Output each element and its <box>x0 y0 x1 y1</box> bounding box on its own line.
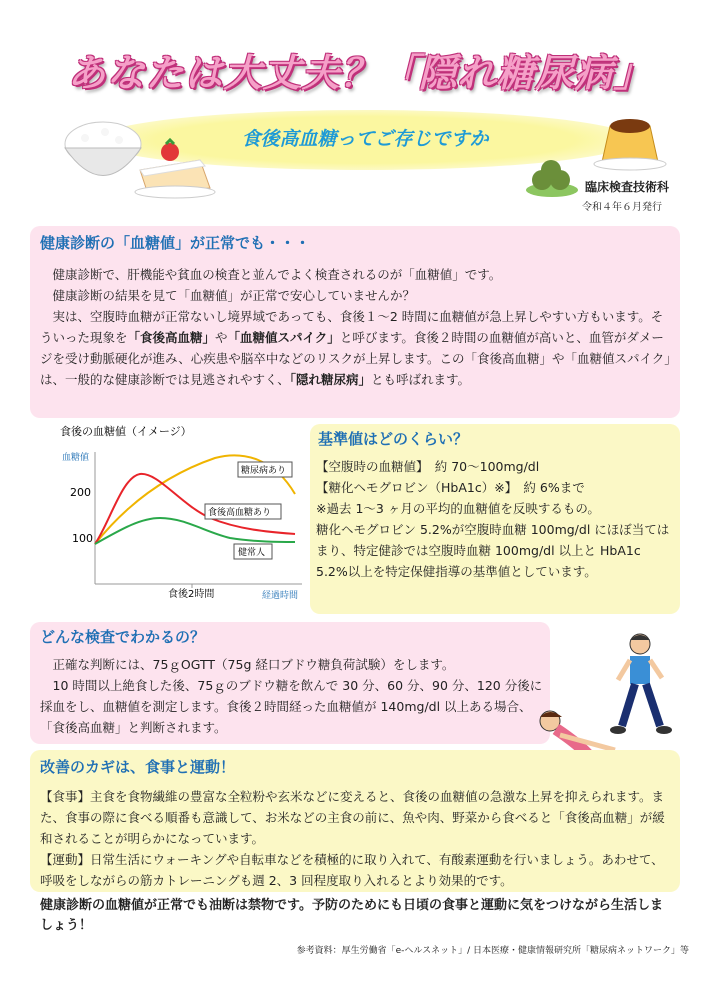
section2-line4: 糖化ヘモグロビン 5.2%が空腹時血糖 100mg/dl にほぼ当てはまり、特定健診では空腹時血糖 100mg/dl 以上と HbA1c 5.2%以上を特定保健指導の基準値としています。 <box>316 522 670 579</box>
legend-healthy: 健常人 <box>238 548 266 558</box>
section2-line1: 【空腹時の血糖値】 約 70～100mg/dl <box>316 459 540 474</box>
chart-ylabel: 血糖値 <box>62 453 90 463</box>
legend-diabetes: 糖尿病あり <box>241 466 287 476</box>
chart-xtick: 食後2時間 <box>168 589 215 600</box>
section1-p3 <box>40 306 672 390</box>
section2-line2: 【糖化ヘモグロビン（HbA1c）※】 約 6%まで <box>316 480 585 495</box>
glucose-chart <box>40 422 312 604</box>
section2-line3: ※過去 1～3 ヶ月の平均的血糖値を反映するもの。 <box>316 501 600 516</box>
department-label: 臨床検査技術科 <box>585 180 670 194</box>
section1-p3-text-g: とも呼ばれます。 <box>371 372 471 387</box>
dango-illustration <box>522 150 582 200</box>
chart-ytick-200: 200 <box>70 486 91 499</box>
term-glucose-spike: 「血糖値スパイク」 <box>227 330 340 345</box>
issue-date: 令和４年６月発行 <box>582 202 662 213</box>
section3-p2: 10 時間以上絶食した後、75ｇのブドウ糖を飲んで 30 分、60 分、90 分、120 分後に採血をし、血糖値を測定します。食後２時間経った血糖値が 140mg/dl 以上ある場合、「食後高血糖」と判断されます。 <box>40 678 543 735</box>
page-subtitle: 食後高血糖ってご存じですか <box>241 128 489 150</box>
section4-heading: 改善のカギは、食事と運動！ <box>40 758 236 776</box>
section1-heading-wrap <box>40 232 310 253</box>
section4-diet: 【食事】主食を食物繊維の豊富な全粒粉や玄米などに変えると、食後の血糖値の急激な上昇を抑えられます。また、食事の際に食べる順番も意識して、お米などの主食の前に、魚や肉、野菜から食べると「食後高血糖」が緩和されることが明らかになっています。 <box>40 789 665 846</box>
section1-p3-text-c: や <box>215 330 228 345</box>
section1-body <box>40 264 672 390</box>
closing-message: 健康診断の血糖値が正常でも油断は禁物です。予防のためにも日頃の食事と運動に気をつけながら生活しましょう！ <box>40 898 663 933</box>
chart-title: 食後の血糖値（イメージ） <box>60 425 192 438</box>
section1-p3-text-a: 実は、空腹時血糖が正常ないし境界域であっても、食後１～2 時間に血糖値が急上昇しやすい方もいます。そういった現象を <box>40 309 664 345</box>
cake-illustration <box>130 130 220 200</box>
section1-p2: 健康診断の結果を見て「血糖値」が正常で安心していませんか？ <box>52 288 416 303</box>
section3-heading: どんな検査でわかるの？ <box>40 628 206 646</box>
section2-heading-wrap <box>318 428 468 449</box>
section4-exercise: 【運動】日常生活にウォーキングや自転車などを積極的に取り入れて、有酸素運動を行いましょう。あわせて、呼吸をしながらの筋カトレーニングも週 2、3 回程度取り入れるとより効果的です。 <box>40 852 664 888</box>
chart-ytick-100: 100 <box>72 532 93 545</box>
section4-heading-wrap <box>40 756 235 777</box>
chart-xlabel: 経過時間 <box>262 591 299 601</box>
section2-heading: 基準値はどのくらい？ <box>318 430 469 448</box>
section3-body <box>40 654 545 738</box>
legend-postprandial: 食後高血糖あり <box>208 508 272 518</box>
section4-body <box>40 786 672 891</box>
section2-body <box>316 456 676 582</box>
page-title: あなたは大丈夫？「隠れ糖尿病」 <box>67 51 653 95</box>
section3-p1: 正確な判断には、75ｇOGTT（75g 経口ブドウ糖負荷試験）をします。 <box>52 657 455 672</box>
section3-heading-wrap <box>40 626 205 647</box>
section1-heading: 健康診断の「血糖値」が正常でも・・・ <box>40 234 311 252</box>
pudding-illustration <box>590 112 670 172</box>
term-hidden-diabetes: 「隠れ糖尿病」 <box>289 372 372 387</box>
section1-p3-text-e: と呼びます。食後２時間の血糖値が高いと、血管がダメージを受け動脈硬化が進み、心疾患や脳卒中などのリスクが上昇します。この「食後高血糖」や「血糖値スパイク」は、一般的な健康診断では見逃されやすく、 <box>40 330 671 387</box>
section1-p1: 健康診断で、肝機能や貧血の検査と並んでよく検査されるのが「血糖値」です。 <box>52 267 502 282</box>
reference-note: 参考資料：厚生労働省「e-ヘルスネット」/ 日本医療・健康情報研究所「糖尿病ネットワーク」等 <box>296 946 689 956</box>
term-postprandial-hyperglycemia: 「食後高血糖」 <box>127 330 216 345</box>
